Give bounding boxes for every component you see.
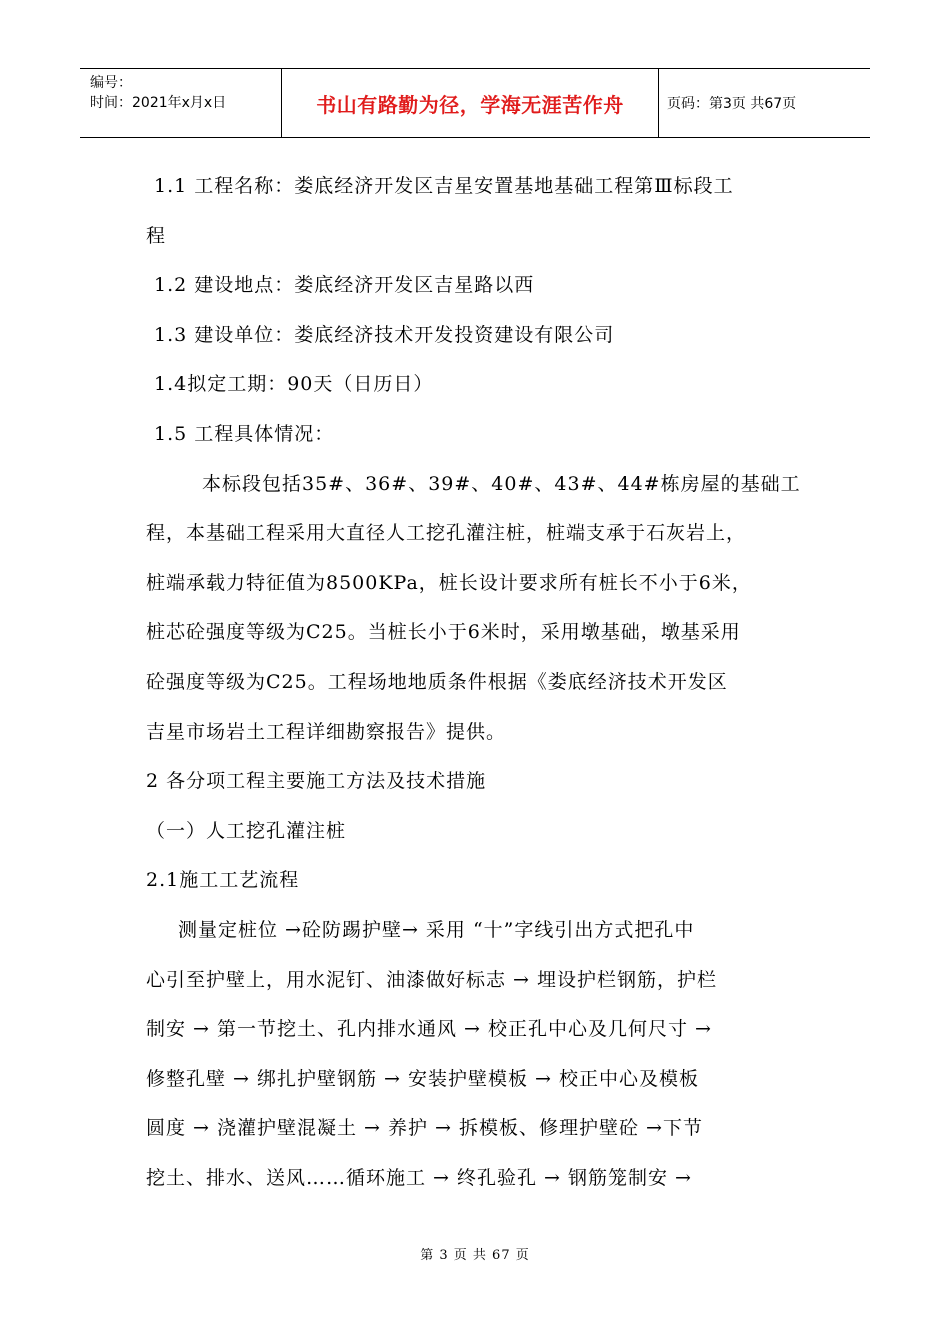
- section-1-3-owner: 1.3 建设单位：娄底经济技术开发投资建设有限公司: [154, 323, 615, 346]
- section-1-1-continuation: 程: [146, 224, 167, 247]
- header-meta: [80, 69, 282, 137]
- page-header: [80, 68, 870, 138]
- subsection-heading: （一）人工挖孔灌注桩: [146, 819, 347, 842]
- document-time-label: 时间：2021年x月x日: [90, 95, 227, 111]
- section-2-heading: 2 各分项工程主要施工方法及技术措施: [146, 770, 487, 793]
- paragraph-line: 桩芯砼强度等级为C25。当桩长小于6米时，采用墩基础，墩基采用: [146, 621, 741, 644]
- page-footer: 第 3 页 共 67 页: [420, 1248, 530, 1263]
- document-code-label: 编号：: [90, 75, 132, 91]
- process-flow-line: 心引至护壁上，用水泥钉、油漆做好标志 → 埋设护栏钢筋，护栏: [146, 968, 718, 991]
- document-body: [146, 168, 826, 1209]
- section-1-5-heading: 1.5 工程具体情况：: [154, 422, 335, 445]
- paragraph-line: 吉星市场岩土工程详细勘察报告》提供。: [146, 720, 507, 743]
- section-1-1-project-name: 1.1 工程名称：娄底经济开发区吉星安置基地基础工程第Ⅲ标段工: [154, 175, 734, 197]
- paragraph-line: 砼强度等级为C25。工程场地地质条件根据《娄底经济技术开发区: [146, 670, 728, 693]
- process-flow-line: 测量定桩位 →砼防踢护壁→ 采用 “十”字线引出方式把孔中: [178, 918, 695, 941]
- process-flow-line: 挖土、排水、送风……循环施工 → 终孔验孔 → 钢筋笼制安 →: [146, 1166, 692, 1189]
- process-flow-line: 制安 → 第一节挖土、孔内排水通风 → 校正孔中心及几何尺寸 →: [146, 1018, 712, 1041]
- paragraph-line: 程，本基础工程采用大直径人工挖孔灌注桩，桩端支承于石灰岩上，: [146, 522, 747, 545]
- process-flow-line: 圆度 → 浇灌护壁混凝土 → 养护 → 拆模板、修理护壁砼 →下节: [146, 1117, 703, 1140]
- section-2-1-heading: 2.1施工工艺流程: [146, 869, 300, 892]
- section-1-2-location: 1.2 建设地点：娄底经济开发区吉星路以西: [154, 274, 535, 297]
- paragraph-line: 本标段包括35#、36#、39#、40#、43#、44#栋房屋的基础工: [202, 472, 801, 495]
- section-1-4-duration: 1.4拟定工期：90天（日历日）: [154, 373, 434, 396]
- process-flow-line: 修整孔壁 → 绑扎护壁钢筋 → 安装护壁模板 → 校正中心及模板: [146, 1067, 699, 1090]
- paragraph-line: 桩端承载力特征值为8500KPa，桩长设计要求所有桩长不小于6米，: [146, 571, 752, 594]
- header-page-code: 页码：第3页 共67页: [667, 96, 797, 112]
- header-motto: 书山有路勤为径，学海无涯苦作舟: [282, 69, 659, 137]
